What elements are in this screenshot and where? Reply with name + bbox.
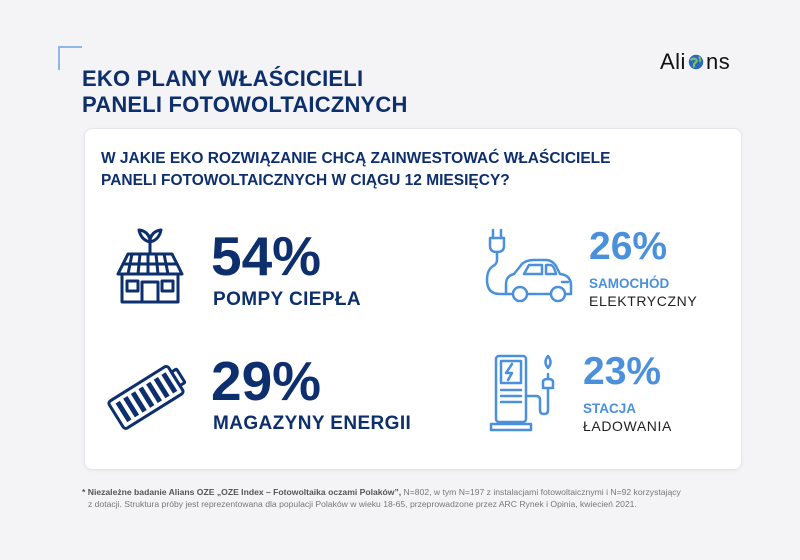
value-electric-car: 26% <box>589 225 668 268</box>
charging-station-icon <box>488 352 568 434</box>
question-line-2: PANELI FOTOWOLTAICZNYCH W CIĄGU 12 MIESIĘCY? <box>101 172 510 189</box>
alians-logo <box>660 49 730 75</box>
footnote <box>82 486 732 510</box>
label-electric-car-line-2: ELEKTRYCZNY <box>589 293 698 309</box>
label-charging-station-line-1: STACJA <box>583 401 637 416</box>
question-line-1: W JAKIE EKO ROZWIĄZANIE CHCĄ ZAINWESTOWAĆ WŁAŚCICIELE <box>101 150 611 167</box>
footnote-line-2: z dotacji. Struktura próby jest reprezentowana dla populacji Polaków w wieku 18-65, przeprowadzone przez ARC Rynek i Opinia, kwiecień 2021. <box>88 499 637 509</box>
value-charging-station: 23% <box>583 350 662 393</box>
label-heat-pumps: POMPY CIEPŁA <box>213 289 362 310</box>
label-energy-storage: MAGAZYNY ENERGII <box>213 413 412 434</box>
survey-question <box>101 148 701 192</box>
label-charging-station-line-2: ŁADOWANIA <box>583 418 672 434</box>
solar-house-icon <box>116 226 184 306</box>
logo-text-end: ns <box>705 49 731 74</box>
footnote-rest: N=802, w tym N=197 z instalacjami fotowoltaicznymi i N=92 korzystający <box>401 487 681 497</box>
page-title <box>82 66 408 118</box>
value-heat-pumps: 54% <box>211 225 322 287</box>
corner-decoration <box>58 46 82 70</box>
electric-car-icon <box>484 228 574 310</box>
battery-icon <box>104 358 192 432</box>
title-line-1: EKO PLANY WŁAŚCICIELI <box>82 66 364 91</box>
label-electric-car-line-1: SAMOCHÓD <box>589 276 670 291</box>
globe-icon <box>687 53 705 71</box>
logo-text-start: Ali <box>660 49 686 74</box>
title-line-2: PANELI FOTOWOLTAICZNYCH <box>82 92 408 117</box>
footnote-bold: * Niezależne badanie Alians OZE „OZE Index – Fotowoltaika oczami Polaków”, <box>82 487 402 497</box>
value-energy-storage: 29% <box>211 350 322 412</box>
